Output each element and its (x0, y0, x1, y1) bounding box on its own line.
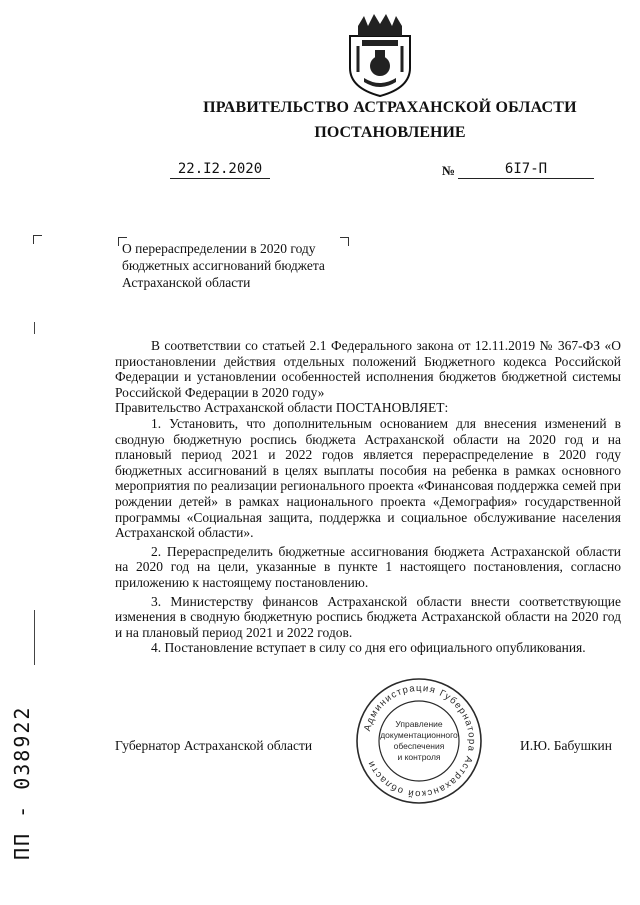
coat-of-arms-emblem (344, 10, 416, 98)
document-date: 22.I2.2020 (170, 161, 270, 179)
document-number: 6I7-П (458, 161, 594, 179)
resolves-line: Правительство Астраханской области ПОСТАНОВЛЯЕТ: (115, 400, 449, 416)
margin-line-mark (34, 610, 35, 665)
government-title: ПРАВИТЕЛЬСТВО АСТРАХАНСКОЙ ОБЛАСТИ (203, 99, 577, 116)
stamp-center-line: обеспечения (393, 741, 445, 751)
subject-line: Астраханской области (122, 275, 251, 290)
office-stamp (355, 677, 483, 805)
clause-paragraph: 1. Установить, что дополнительным основанием для внесения изменений в сводную бюджетную роспись бюджета Астраханской области на 2020 год и на плановый период 2021 и 2022 годов является перераспределение в 2020 году бюджетных ассигнований в целях выплаты пособия на ребенка в рамках основного мероприятия по реализации регионального проекта «Финансовая поддержка семей при рождении детей» в рамках национального проекта «Демография» государственной программы «Социальная защита, поддержка и социальное обслуживание населения Астраханской области». (115, 415, 621, 541)
stamp-center-line: документационного (380, 730, 458, 740)
signer-name: И.Ю. Бабушкин (520, 738, 613, 753)
subject-line: О перераспределении в 2020 году (122, 241, 316, 256)
clause-paragraph: 3. Министерству финансов Астраханской области внести соответствующие изменения в сводную бюджетную роспись бюджета Астраханской области на 2020 год и на плановый период 2021 и 2022 годов. (115, 593, 621, 640)
document-subject (122, 240, 352, 291)
signer-title: Губернатор Астраханской области (115, 738, 313, 753)
stamp-ring-text: Администрация Губернатора Астраханской области (362, 682, 478, 800)
form-serial-number: ПП - 038922 (10, 705, 34, 860)
margin-tick-mark (34, 322, 35, 334)
document-body (115, 338, 621, 656)
subject-line: бюджетных ассигнований бюджета (122, 258, 325, 273)
margin-corner-mark (33, 235, 42, 244)
preamble-paragraph: В соответствии со статьей 2.1 Федерального закона от 12.11.2019 № 367-ФЗ «О приостановлении действия отдельных положений Бюджетного кодекса Российской Федерации и установлении особенностей исполнения бюджетов бюджетной системы Российской Федерации в 2020 году» (115, 338, 621, 400)
stamp-center-line: и контроля (397, 752, 441, 762)
number-sign: № (442, 163, 456, 178)
stamp-center-line: Управление (395, 719, 443, 729)
clause-paragraph: 2. Перераспределить бюджетные ассигнования бюджета Астраханской области на 2020 год на цели, указанные в пункте 1 настоящего постановления, согласно приложению к настоящему постановлению. (115, 543, 621, 590)
document-type: ПОСТАНОВЛЕНИЕ (314, 124, 466, 141)
clause-paragraph: 4. Постановление вступает в силу со дня его официального опубликования. (151, 640, 586, 656)
